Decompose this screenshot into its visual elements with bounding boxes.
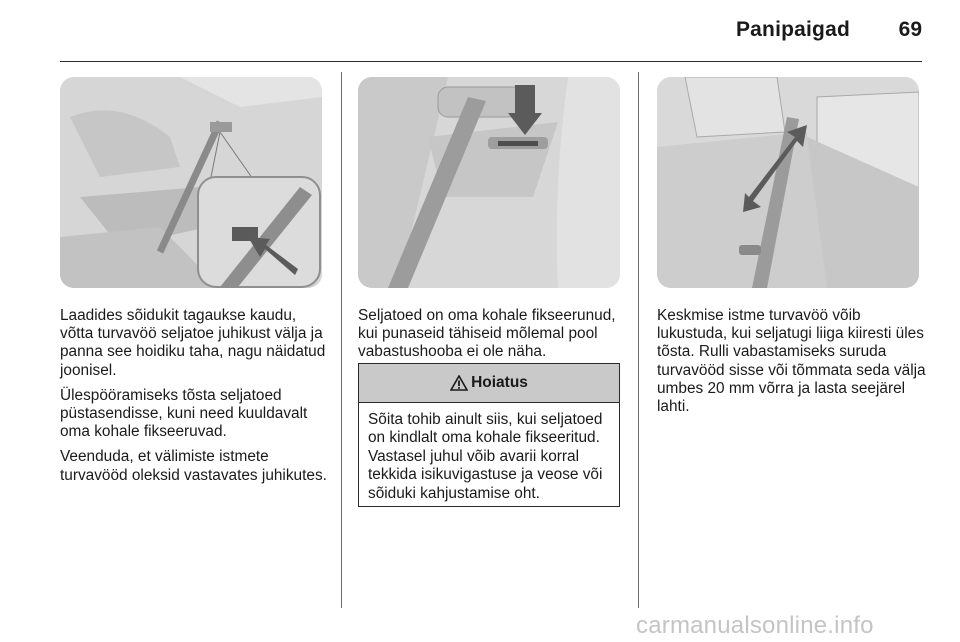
warning-header [359,364,619,403]
page-number: 69 [898,18,922,41]
column-divider [638,72,639,608]
warning-triangle-icon [450,375,468,391]
warning-title: Hoiatus [471,374,528,391]
column-1-text [60,307,328,492]
column-3-text [657,307,927,423]
warning-box [358,363,620,507]
paragraph: Ülespööramiseks tõsta seljatoed püstasendisse, kuni need kuuldavalt oma kohale fikseeruvad. [60,386,308,441]
page-title: Panipaigad [735,18,850,41]
paragraph: Laadides sõidukit tagaukse kaudu, võtta turvavöö seljatoe juhikust välja ja panna see hoidiku taha, nagu näidatud joonisel. [60,307,326,379]
warning-body: Sõita tohib ainult siis, kui seljatoed on kindlalt oma kohale fikseeritud. Vastasel juhul võib avarii korral tekkida isikuvigastuse ja veose või sõiduki kahjustamise oht. [368,411,603,502]
paragraph: Keskmise istme turvavöö võib lukustuda, kui seljatugi liiga kiiresti üles tõsta. Rulli vabastamiseks suruda turvavööd sisse või tõmmata seda välja umbes 20 mm võrra ja lasta seejärel lahti. [657,307,926,416]
center-seat-belt-adjust-illustration [657,77,919,288]
column-2-text [358,307,633,369]
column-divider [341,72,342,608]
paragraph: Veenduda, et välimiste istmete turvavööd oleksid vastavates juhikutes. [60,448,327,484]
paragraph: Seljatoed on oma kohale fikseerunud, kui punaseid tähiseid mõlemal pool vabastushooba ei ole näha. [358,307,616,361]
header-divider [60,61,922,62]
seatback-lock-indicator-illustration [358,77,620,288]
rear-seat-belt-guide-illustration [60,77,322,288]
watermark: carmanualsonline.info [636,612,874,639]
